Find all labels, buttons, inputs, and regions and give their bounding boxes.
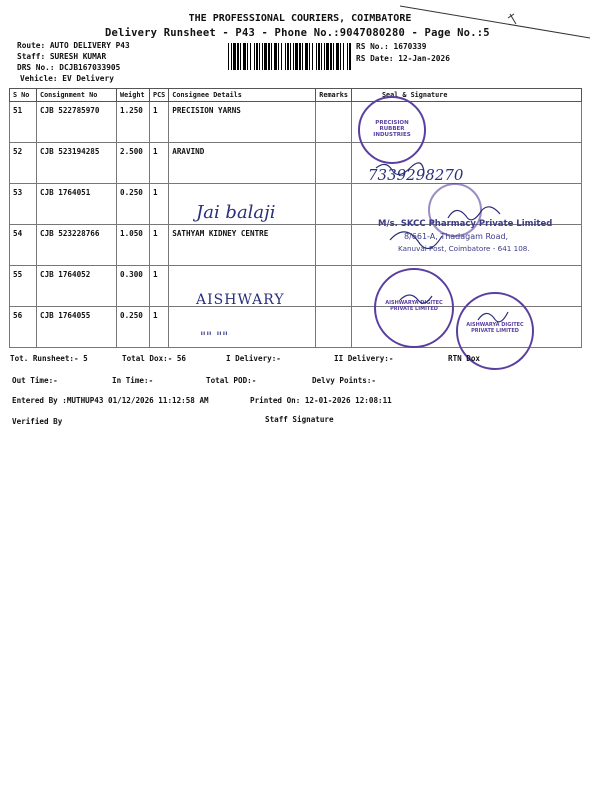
row-remarks [316, 266, 352, 307]
row-sno: 54 [10, 225, 37, 266]
barcode-bar [240, 43, 241, 70]
rs-date: RS Date: 12-Jan-2026 [356, 54, 450, 63]
barcode-bar [228, 43, 229, 70]
barcode-bar [233, 43, 236, 70]
vehicle-label: Vehicle: EV Delivery [20, 74, 114, 83]
barcode-bar [330, 43, 332, 70]
row-consignee: SATHYAM KIDNEY CENTRE [169, 225, 316, 266]
row-weight: 0.250 [117, 184, 150, 225]
barcode-bar [347, 43, 348, 70]
row-consignment: CJB 1764052 [37, 266, 117, 307]
barcode-bar [321, 43, 322, 70]
pharmacy-stamp-addr1: 8/661-A, Thadagam Road, [404, 232, 509, 241]
stamp-text: AISHWARYA DIGITEC PRIVATE LIMITED [466, 322, 524, 334]
row-sno: 56 [10, 307, 37, 348]
barcode-bar [324, 43, 325, 70]
company-title: THE PROFESSIONAL COURIERS, COIMBATORE [188, 13, 412, 24]
handwritten-name-jai-balaji: Jai balaji [196, 202, 276, 223]
barcode-bar [271, 43, 272, 70]
drs-label: DRS No.: DCJB167033905 [17, 63, 121, 72]
row-sno: 55 [10, 266, 37, 307]
row-consignment: CJB 523228766 [37, 225, 117, 266]
col-sno: S No [10, 89, 37, 102]
barcode-bar [326, 43, 329, 70]
pharmacy-stamp-name: M/s. SKCC Pharmacy Private Limited [378, 219, 553, 229]
barcode-bar [305, 43, 308, 70]
row-pcs: 1 [150, 225, 169, 266]
barcode-bar [336, 43, 339, 70]
stamp-text: AISHWARYA DIGITEC PRIVATE LIMITED [385, 300, 443, 312]
staff-signature: Staff Signature [265, 415, 334, 424]
barcode-bar [302, 43, 303, 70]
barcode-bar [316, 43, 317, 70]
barcode-bar [237, 43, 239, 70]
barcode-bar [264, 43, 267, 70]
barcode-bar [254, 43, 255, 70]
barcode-bar [343, 43, 344, 70]
row-remarks [316, 143, 352, 184]
barcode-bar [281, 43, 282, 70]
total-dox: Total Dox:- 56 [122, 354, 187, 363]
out-time: Out Time:- [12, 376, 58, 385]
col-seal: Seal & Signature [351, 89, 581, 102]
barcode-bar [250, 43, 251, 70]
runsheet-subtitle: Delivery Runsheet - P43 - Phone No.:9047080280 - Page No.:5 [105, 27, 490, 39]
row-weight: 0.250 [117, 307, 150, 348]
pharmacy-stamp-addr2: Kanuvai Post, Coimbatore - 641 108. [398, 244, 530, 253]
col-remarks: Remarks [316, 89, 352, 102]
row-consignee: ARAVIND [169, 143, 316, 184]
row-remarks [316, 307, 352, 348]
rtn-dox: RTN Dox [448, 354, 481, 363]
barcode-bar [256, 43, 258, 70]
row-sno: 51 [10, 102, 37, 143]
row-consignee: PRECISION YARNS [169, 102, 316, 143]
col-consignment: Consignment No [37, 89, 117, 102]
total-runsheet: Tot. Runsheet:- 5 [10, 354, 88, 363]
stamp-text: PRECISION RUBBER INDUSTRIES [373, 120, 411, 138]
barcode-bar [318, 43, 320, 70]
signature-scribbles [360, 100, 560, 360]
barcode-bar [293, 43, 294, 70]
row-consignee [169, 307, 316, 348]
barcode-bar [309, 43, 310, 70]
printed-on: Printed On: 12-01-2026 12:08:11 [250, 396, 392, 405]
barcode-bar [247, 43, 248, 70]
row-weight: 2.500 [117, 143, 150, 184]
barcode-bar [349, 43, 351, 70]
barcode-bar [274, 43, 277, 70]
barcode-bar [231, 43, 232, 70]
second-delivery: II Delivery:- [334, 354, 394, 363]
row-pcs: 1 [150, 184, 169, 225]
row-remarks [316, 102, 352, 143]
verified-by: Verified By [12, 417, 63, 426]
row-weight: 0.300 [117, 266, 150, 307]
total-pod: Total POD:- [206, 376, 257, 385]
row-remarks [316, 225, 352, 266]
barcode-bar [268, 43, 270, 70]
row-consignment: CJB 1764055 [37, 307, 117, 348]
in-time: In Time:- [112, 376, 154, 385]
barcode-bar [243, 43, 246, 70]
barcode-bar [259, 43, 260, 70]
row-pcs: 1 [150, 143, 169, 184]
handwritten-name-aishwary: AISHWARY [196, 292, 285, 308]
delivery-points: Delvy Points:- [312, 376, 377, 385]
row-remarks [316, 184, 352, 225]
row-pcs: 1 [150, 266, 169, 307]
staff-label: Staff: SURESH KUMAR [17, 52, 107, 61]
barcode-bar [262, 43, 263, 70]
barcode-bar [299, 43, 301, 70]
row-sno: 52 [10, 143, 37, 184]
row-weight: 1.250 [117, 102, 150, 143]
barcode-bar [287, 43, 289, 70]
row-pcs: 1 [150, 102, 169, 143]
barcode-bar [333, 43, 334, 70]
barcode-bar [340, 43, 341, 70]
handwritten-phone: 7339298270 [368, 166, 464, 184]
barcode-bar [285, 43, 286, 70]
row-pcs: 1 [150, 307, 169, 348]
row-sno: 53 [10, 184, 37, 225]
col-pcs: PCS [150, 89, 169, 102]
row-consignment: CJB 1764051 [37, 184, 117, 225]
row-weight: 1.050 [117, 225, 150, 266]
row-consignment: CJB 522785970 [37, 102, 117, 143]
barcode-bar [278, 43, 279, 70]
row-consignment: CJB 523194285 [37, 143, 117, 184]
barcode-bar [290, 43, 291, 70]
handwritten-ditto-marks: "" "" [200, 330, 229, 345]
barcode [228, 43, 351, 70]
first-delivery: I Delivery:- [226, 354, 281, 363]
rs-number: RS No.: 1670339 [356, 42, 427, 51]
col-consignee: Consignee Details [169, 89, 316, 102]
route-label: Route: AUTO DELIVERY P43 [17, 41, 130, 50]
barcode-bar [312, 43, 313, 70]
entered-by: Entered By :MUTHUP43 01/12/2026 11:12:58 AM [12, 396, 209, 405]
col-weight: Weight [117, 89, 150, 102]
barcode-bar [295, 43, 298, 70]
